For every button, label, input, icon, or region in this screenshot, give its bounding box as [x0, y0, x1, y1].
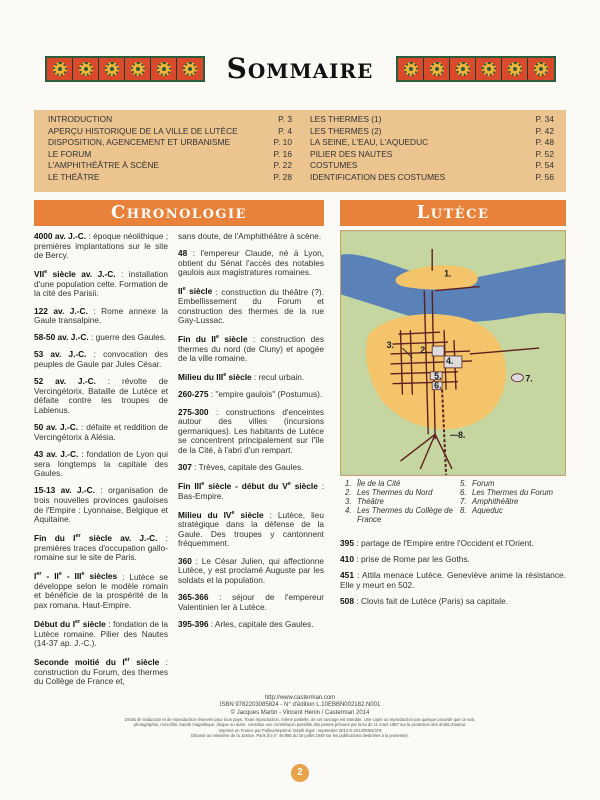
sun-ornament-icon [508, 62, 522, 76]
chronology-text: : constructions d'enceintes autour des villes (incursions germaniques). Les habitants de Lutèce se concentrent principalement sur l'île de la Cité, à l'abri d'un rempart. [178, 406, 324, 455]
chronology-date: 508 [340, 596, 354, 606]
legend-text: Les Thermes du Collège de France [357, 505, 453, 524]
chronology-date: 4000 av. J.-C. [34, 231, 87, 241]
toc-label: LES THERMES (2) [310, 125, 382, 136]
chronology-late-entries [340, 538, 566, 612]
chronology-date: Ier - IIe - IIIe siècles [34, 571, 118, 582]
map-label: 4. [446, 355, 454, 366]
chronology-text: : premières traces d'occupation gallo-romaine sur le site de Paris. [34, 533, 168, 563]
chronology-entry [178, 620, 324, 630]
legend-column-left [345, 480, 460, 525]
chronology-text: : Bas-Empire. [178, 481, 324, 501]
toc-column-right [310, 114, 554, 188]
toc-entry[interactable] [48, 160, 292, 172]
chronology-date: 58-50 av. J.-C. [34, 332, 89, 343]
page-number: 2 [291, 764, 309, 782]
legend-number: 8. [460, 505, 467, 515]
legend-number: 2. [345, 487, 352, 497]
chronology-entry [34, 532, 168, 563]
chronology-date: Fin IIIe siècle - début du Ve siècle [178, 481, 318, 492]
legal-notice: Déposé au ministère de la Justice, Paris (loi n° 49.956 du 16 juillet 1949 sur les publications destinées à la jeunesse). [191, 732, 409, 738]
toc-page: P. 28 [273, 171, 292, 182]
toc-page: P. 52 [535, 148, 554, 159]
chronology-text: : construction du théâtre (?). Embellissement du Forum et construction des thermes de la rue Gay-Lussac. [178, 286, 325, 326]
toc-label: IDENTIFICATION DES COSTUMES [310, 171, 446, 182]
map-label: 8. [457, 430, 466, 441]
legend-number: 1. [345, 479, 352, 488]
chronology-entry [340, 596, 566, 606]
chronology-text: : prise de Rome par les Goths. [353, 554, 470, 564]
toc-page: P. 3 [278, 114, 292, 124]
sun-ornament-icon [157, 62, 171, 76]
legend-text: Aqueduc [472, 505, 503, 515]
toc-entry[interactable] [310, 160, 554, 172]
chronology-date: 53 av. J.-C. [34, 349, 87, 360]
chronology-date: 260-275 [178, 389, 209, 400]
legal-notice: Droits de traduction et de reproduction réservés pour tous pays. Toute reproduction, même partielle, de cet ouvrage est interdite. Une copie ou reproduction par quelque procédé que ce soit, [124, 717, 476, 723]
chronology-entry [340, 538, 566, 548]
sun-ornament-icon [131, 62, 145, 76]
chronology-entry [34, 486, 168, 524]
page-title: Sommaire [226, 52, 374, 85]
decorative-frieze-right [396, 56, 556, 82]
chronology-entry [34, 423, 168, 442]
page-header [0, 52, 600, 96]
chronology-text: : convocation des peuples de Gaule par Jules César. [34, 349, 168, 370]
legend-text: Forum [472, 479, 495, 488]
chronology-entry [178, 408, 324, 456]
toc-entry[interactable] [48, 137, 292, 149]
chronology-text: : recul urbain. [251, 372, 305, 383]
chronology-date: IIe siècle [178, 286, 213, 297]
toc-label: LES THERMES (1) [310, 114, 382, 124]
sun-ornament-icon [482, 62, 496, 76]
map-marker-thermes-nord [432, 346, 444, 356]
chronology-text: : Lutèce, lieu stratégique dans la défense de la Gaule. Des troupes y cantonnent fréquemment. [178, 509, 324, 549]
chronology-date: Fin du Ier siècle av. J.-C. [34, 533, 158, 544]
chronology-date: Seconde moitié du Ier siècle [34, 657, 160, 668]
chronology-text: : Clovis fait de Lutèce (Paris) sa capitale. [353, 596, 509, 606]
toc-label: APERÇU HISTORIQUE DE LA VILLE DE LUTÈCE [48, 125, 238, 136]
toc-entry[interactable] [48, 149, 292, 161]
legend-text: Les Thermes du Nord [357, 487, 433, 497]
isbn-line: ISBN 9782203085824 - N° d'édition L.10EBBN002182.N001 [219, 702, 381, 709]
toc-entry[interactable] [310, 126, 554, 138]
sun-ornament-icon [105, 62, 119, 76]
chronology-entry [34, 450, 168, 479]
chronology-date: 307 [178, 462, 192, 473]
toc-entry[interactable] [48, 126, 292, 138]
chronology-date: 395-396 [178, 618, 209, 629]
legend-column-right [460, 480, 575, 525]
chronology-entry [34, 656, 168, 687]
sun-ornament-icon [53, 62, 67, 76]
chronology-text: : Rome annexe la Gaule transalpine. [34, 305, 168, 326]
legend-item [460, 507, 575, 516]
legend-number: 7. [460, 496, 467, 506]
map-label: 3. [386, 340, 395, 351]
decorative-frieze-left [45, 56, 205, 82]
legend-item [345, 507, 460, 525]
chronology-date: Fin du IIe siècle [178, 334, 248, 345]
chronology-date: 15-13 av. J.-C. [34, 485, 95, 496]
sun-ornament-icon [430, 62, 444, 76]
chronology-text: : Arles, capitale des Gaules. [208, 618, 314, 629]
chronology-text: : séjour de l'empereur Valentinien Ier à Lutèce. [178, 591, 324, 612]
toc-label: PILIER DES NAUTES [310, 148, 393, 159]
toc-label: L'AMPHITHÉÂTRE À SCÈNE [48, 160, 159, 170]
legend-text: Les Thermes du Forum [472, 487, 554, 497]
chronology-text: : guerre des Gaules. [88, 332, 167, 343]
map-label: 5. [434, 370, 442, 381]
chronology-entry [34, 350, 168, 369]
chronology-entry [34, 307, 168, 326]
toc-page: P. 22 [273, 160, 292, 170]
toc-entry[interactable] [48, 114, 292, 126]
chronology-date: 410 [340, 554, 354, 564]
chronology-date: 365-366 [178, 591, 209, 602]
chronology-text: : fondation de Lyon qui sera longtemps la capitale des Gaules. [34, 449, 168, 479]
lutece-map [340, 230, 566, 476]
chronology-text: : partage de l'Empire entre l'Occident et l'Orient. [353, 538, 534, 548]
copyright-line: © Jacques Martin - Vincent Henin / Casterman 2014 [230, 709, 370, 716]
chronology-text: : Attila menace Lutèce. Geneviève anime la résistance. Elle y meurt en 502. [340, 570, 566, 590]
map-marker-amphitheatre [511, 374, 523, 382]
toc-label: LA SEINE, L'EAU, L'AQUEDUC [310, 137, 429, 147]
chronology-text: : Trèves, capitale des Gaules. [191, 462, 304, 473]
chronology-entry [34, 268, 168, 299]
chronology-entry [340, 570, 566, 590]
toc-label: DISPOSITION, AGENCEMENT ET URBANISME [48, 137, 231, 147]
chronology-column-1 [34, 232, 168, 695]
toc-page: P. 42 [535, 125, 554, 136]
toc-page: P. 56 [535, 171, 554, 182]
toc-label: INTRODUCTION [48, 114, 113, 124]
chronology-date: 275-300 [178, 406, 209, 417]
chronology-date: Milieu du IIIe siècle [178, 372, 252, 383]
chronology-entry [178, 232, 324, 242]
toc-entry[interactable] [310, 149, 554, 161]
chronology-entry [178, 286, 324, 326]
lutece-heading: Lutèce [340, 200, 566, 226]
toc-page: P. 48 [535, 137, 554, 147]
toc-entry[interactable] [310, 137, 554, 149]
chronology-date: VIIe siècle av. J.-C. [34, 269, 116, 280]
chronology-entry [178, 480, 324, 501]
chronology-text: : fondation de la Lutèce romaine. Pilier des Nautes (14-37 ap. J.-C.). [34, 619, 168, 649]
map-label: 1. [444, 268, 452, 279]
legend-number: 4. [345, 505, 352, 515]
map-label: 2. [420, 345, 428, 355]
chronology-text: : construction du Forum, des thermes du Collège de France et, [34, 657, 168, 687]
toc-label: LE THÉÂTRE [48, 171, 100, 182]
toc-label: LE FORUM [48, 148, 92, 159]
chronology-date: 52 av. J.-C. [34, 376, 96, 387]
chronology-date: 48 [178, 248, 188, 259]
chronology-heading: Chronologie [34, 200, 324, 226]
chronology-date: 360 [178, 555, 192, 566]
sun-ornament-icon [404, 62, 418, 76]
toc-entry[interactable] [48, 172, 292, 184]
chronology-date: Milieu du IVe siècle [178, 509, 264, 520]
toc-page: P. 16 [273, 148, 292, 159]
legal-notice: Imprimé en France par Pollina/Imprimé. Dépôt légal : septembre 2014 D.2014/0053/378 [218, 727, 382, 733]
map-label: 7. [525, 373, 533, 384]
chronology-entry [34, 618, 168, 649]
toc-entry[interactable] [310, 172, 554, 184]
chronology-text: sans doute, de l'Amphithéâtre à scène. [178, 231, 322, 241]
chronology-entry [178, 509, 324, 549]
chronology-text: : défaite et reddition de Vercingétorix à Alésia. [34, 422, 168, 442]
chronology-text: : l'empereur Claude, né à Lyon, obtient du Sénat l'accès des notables gaulois aux magistratures romaines. [178, 248, 324, 278]
toc-column-left [48, 114, 292, 188]
chronology-text: : époque néolithique ; premières implantations sur le site de Bercy. [34, 231, 168, 261]
legend-number: 6. [460, 487, 467, 497]
chronology-date: 451 [340, 570, 354, 580]
legend-text: Amphithéâtre [472, 496, 519, 506]
chronology-entry [34, 571, 168, 611]
legend-number: 3. [345, 496, 352, 506]
legend-text: Théâtre [357, 496, 384, 506]
chronology-entry [178, 333, 324, 364]
toc-page: P. 4 [278, 125, 292, 136]
chronology-date: 122 av. J.-C. [34, 305, 88, 316]
chronology-text: : construction des thermes du nord (de Cluny) et apogée de la ville romaine. [178, 334, 324, 364]
chronology-entry [178, 371, 324, 382]
chronology-entry [178, 390, 324, 400]
chronology-date: Début du Ier siècle [34, 619, 106, 629]
chronology-entry [340, 554, 566, 564]
chronology-text: : organisation de trois nouvelles provinces gauloises de l'Empire : Lyonnaise, Belgique et Aquitaine. [34, 485, 169, 525]
toc-page: P. 34 [535, 114, 554, 124]
chronology-entry [34, 232, 168, 261]
chronology-date: 395 [340, 538, 354, 548]
sun-ornament-icon [183, 62, 197, 76]
table-of-contents [34, 110, 566, 192]
chronology-entry [178, 249, 324, 278]
chronology-text: : installation d'une population celte. Formation de la cité des Parisii. [34, 269, 168, 299]
chronology-text: : révolte de Vercingétorix. Bataille de Lutèce et défaite contre les troupes de Labienus. [34, 376, 168, 416]
sun-ornament-icon [534, 62, 548, 76]
chronology-date: 50 av. J.-C. [34, 422, 79, 433]
legend-text: Île de la Cité [357, 479, 401, 488]
map-legend [345, 480, 575, 525]
sun-ornament-icon [79, 62, 93, 76]
chronology-text: : "empire gaulois" (Postumus). [208, 389, 323, 400]
chronology-entry [178, 593, 324, 612]
chronology-entry [178, 463, 324, 473]
chronology-column-2 [178, 232, 324, 637]
legal-notice: photographie, microfilm, bande magnétique, disque ou autre, constitue une contrefaçon passible des peines prévues par la loi du 11 mars 1957 sur la protection des droits d'auteur. [133, 722, 467, 728]
toc-label: COSTUMES [310, 160, 358, 170]
toc-page: P. 54 [535, 160, 554, 170]
publisher-url[interactable]: http://www.casterman.com [264, 695, 336, 701]
toc-entry[interactable] [310, 114, 554, 126]
chronology-date: 43 av. J.-C. [34, 449, 79, 460]
toc-page: P. 10 [273, 137, 292, 147]
legend-number: 5. [460, 479, 467, 488]
sun-ornament-icon [456, 62, 470, 76]
chronology-entry [34, 377, 168, 415]
chronology-entry [34, 333, 168, 343]
publisher-footer [30, 695, 570, 738]
chronology-entry [178, 557, 324, 586]
chronology-text: : Lutèce se développe selon le modèle romain et bénéficie de la prospérité de la pax romana. Haut-Empire. [34, 571, 168, 611]
map-label: 6. [434, 380, 442, 391]
chronology-text: : Le César Julien, qui affectionne Lutèce, y est proclamé Auguste par les soldats et la population. [178, 555, 324, 585]
